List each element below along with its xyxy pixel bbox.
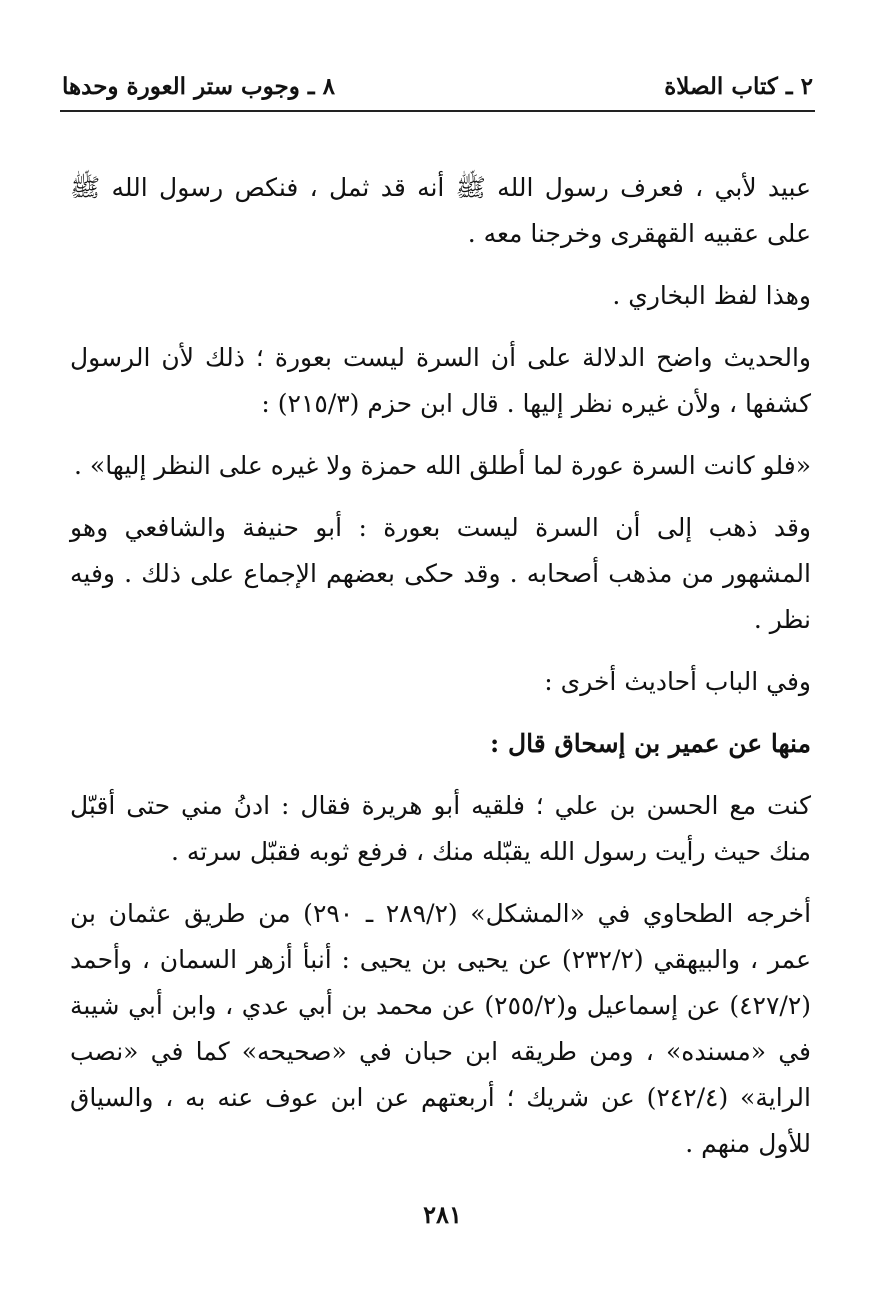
header-divider [60, 110, 815, 112]
header-chapter-title: ٢ ـ كتاب الصلاة [664, 73, 813, 100]
header-section-title: ٨ ـ وجوب ستر العورة وحدها [62, 73, 335, 100]
takhrij-paragraph: أخرجه الطحاوي في «المشكل» (٢٨٩/٢ ـ ٢٩٠) من طريق عثمان بن عمر ، والبيهقي (٢٣٢/٢) عن يحيى بن يحيى : أنبأ أزهر السمان ، وأحمد (٤٢٧/٢) عن إسماعيل و(٢٥٥/٢) عن محمد بن أبي عدي ، وابن أبي شيبة في «مسنده» ، ومن طريقه ابن حبان في «صحيحه» كما في «نصب الراية» (٢٤٢/٤) عن شريك ؛ أربعتهم عن ابن عوف عنه به ، والسياق للأول منهم . [70, 899, 812, 1158]
paragraph-1: عبيد لأبي ، فعرف رسول الله ﷺ أنه قد ثمل ، فنكص رسول الله ﷺ على عقبيه القهقرى وخرجنا معه . [70, 173, 811, 248]
paragraph-2: وهذا لفظ البخاري . [612, 281, 811, 310]
paragraph-3: والحديث واضح الدلالة على أن السرة ليست بعورة ؛ ذلك لأن الرسول كشفها ، ولأن غيره نظر إليها . قال ابن حزم (٢١٥/٣) : [70, 343, 811, 418]
page-number: ٢٨١ [423, 1200, 462, 1229]
running-header [62, 62, 813, 102]
main-text [70, 165, 811, 1183]
hadith-paragraph: كنت مع الحسن بن علي ؛ فلقيه أبو هريرة فقال : ادنُ مني حتى أقبّل منك حيث رأيت رسول الله يقبّله منك ، فرفع ثوبه فقبّل سرته . [70, 791, 811, 866]
quotation-paragraph: «فلو كانت السرة عورة لما أطلق الله حمزة ولا غيره على النظر إليها» . [74, 451, 811, 480]
paragraph-6: وفي الباب أحاديث أخرى : [544, 667, 811, 696]
paragraph-5: وقد ذهب إلى أن السرة ليست بعورة : أبو حنيفة والشافعي وهو المشهور من مذهب أصحابه . وقد حكى بعضهم الإجماع على ذلك . وفيه نظر . [70, 513, 811, 634]
subheading-paragraph: منها عن عمير بن إسحاق قال : [490, 729, 811, 758]
